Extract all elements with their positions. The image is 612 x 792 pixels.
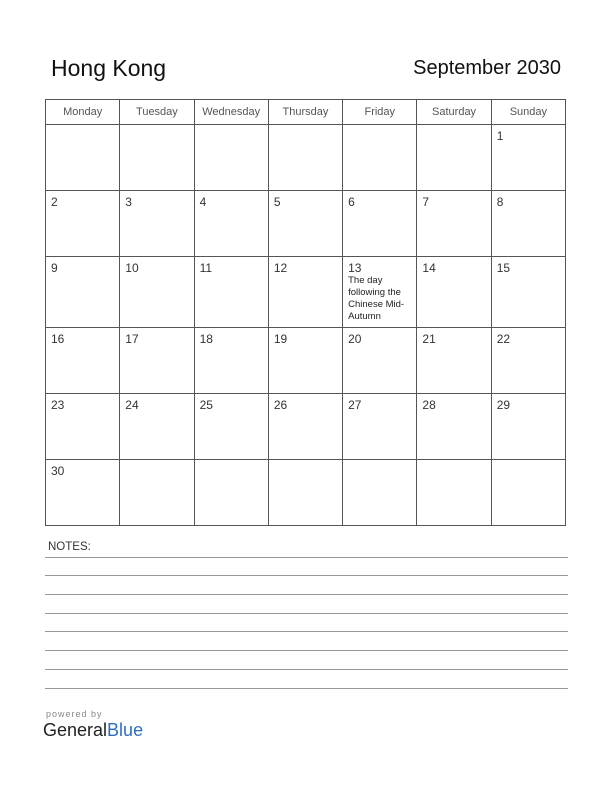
day-number: 14 [422,261,436,275]
day-cell [491,257,565,328]
day-number: 11 [199,261,213,275]
day-number: 1 [496,129,504,143]
day-cell [120,257,194,328]
weekday-friday: Friday [343,100,417,125]
holiday-event: The day following the Chinese Mid-Autumn [348,275,405,322]
day-number: 29 [496,398,511,412]
day-cell [491,460,565,526]
day-number: 3 [125,195,132,209]
day-cell [343,191,417,257]
weekday-tuesday: Tuesday [120,100,194,125]
day-number: 21 [422,332,436,346]
day-number: 15 [496,261,511,275]
day-cell [343,328,417,394]
day-cell [268,328,342,394]
note-line [45,669,568,670]
note-line [45,613,568,614]
week-row [46,394,566,460]
brand-name-part2: Blue [107,720,144,740]
day-cell [343,460,417,526]
day-cell [120,394,194,460]
calendar-month-title: September 2030 [413,57,561,79]
day-cell [417,460,491,526]
day-cell [343,394,417,460]
weekday-saturday: Saturday [417,100,491,125]
day-number: 17 [125,332,139,346]
day-cell [268,125,342,191]
day-number: 16 [51,332,65,346]
day-cell [268,191,342,257]
brand-name-part1: General [43,720,108,740]
day-cell [120,191,194,257]
day-number: 8 [496,195,504,209]
day-cell [120,328,194,394]
week-row [46,191,566,257]
day-number: 27 [348,398,362,412]
day-number: 28 [422,398,436,412]
weekday-monday: Monday [46,100,120,125]
day-cell [120,460,194,526]
day-cell [46,257,120,328]
day-cell [491,191,565,257]
day-cell [417,125,491,191]
day-number: 7 [422,195,430,209]
calendar-country-title: Hong Kong [51,55,167,81]
day-cell [46,394,120,460]
day-number: 26 [273,398,288,412]
day-number: 18 [199,332,213,346]
day-cell [417,328,491,394]
day-number: 19 [273,332,288,346]
day-cell [194,394,268,460]
week-row [46,328,566,394]
day-cell [417,257,491,328]
day-number: 6 [348,195,355,209]
day-number: 4 [199,195,207,209]
day-number: 25 [199,398,213,412]
week-row [46,257,566,328]
day-number: 20 [348,332,362,346]
day-number: 10 [125,261,139,275]
day-number: 13 [348,261,362,275]
brand-logo [43,720,143,741]
day-number: 24 [125,398,139,412]
day-cell [46,125,120,191]
day-number: 22 [496,332,511,346]
note-line [45,631,568,632]
week-row [46,125,566,191]
day-cell [268,460,342,526]
weekday-sunday: Sunday [491,100,565,125]
day-cell [46,460,120,526]
note-line [45,650,568,651]
weekday-thursday: Thursday [268,100,342,125]
week-row [46,460,566,526]
day-cell [491,125,565,191]
day-cell [194,125,268,191]
day-cell [268,257,342,328]
day-cell [343,257,417,328]
note-line [45,594,568,595]
day-cell [46,328,120,394]
calendar-grid [45,99,566,526]
day-cell [268,394,342,460]
day-cell [194,191,268,257]
day-cell [194,460,268,526]
note-line [45,688,568,689]
day-cell [120,125,194,191]
day-cell [491,328,565,394]
day-number: 9 [51,261,58,275]
day-cell [343,125,417,191]
day-number: 12 [273,261,288,275]
powered-by-text: powered by [46,709,103,719]
note-line [45,557,568,558]
day-cell [194,328,268,394]
day-cell [417,191,491,257]
note-line [45,575,568,576]
day-number: 23 [51,398,65,412]
day-cell [46,191,120,257]
day-number: 5 [273,195,281,209]
weekday-wednesday: Wednesday [194,100,268,125]
day-number: 2 [51,195,58,209]
day-cell [417,394,491,460]
day-cell [491,394,565,460]
notes-label: NOTES: [48,541,91,553]
weekday-header-row [46,100,566,125]
day-cell [194,257,268,328]
day-number: 30 [51,464,65,478]
